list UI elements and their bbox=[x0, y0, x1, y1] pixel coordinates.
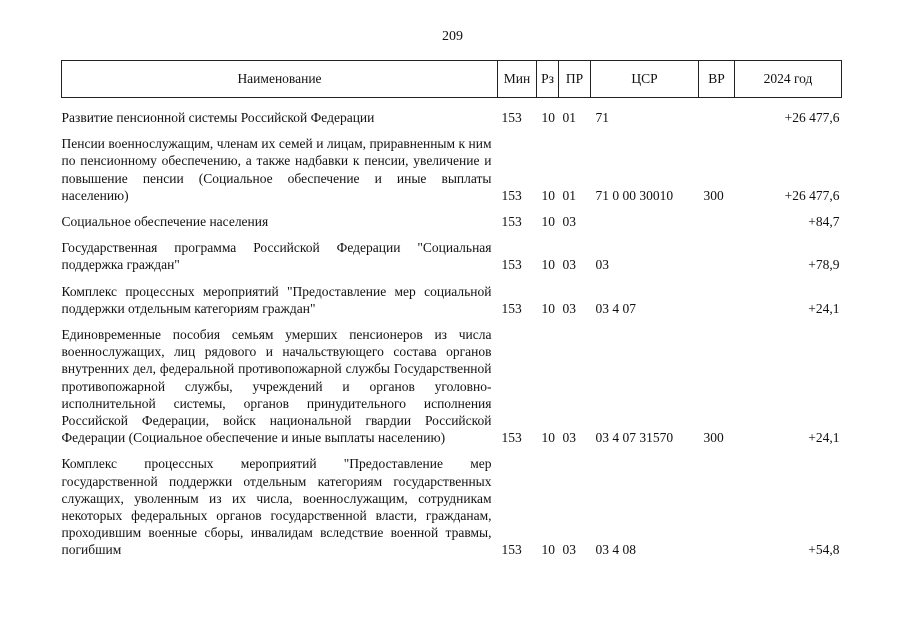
row-amount: +54,8 bbox=[808, 542, 840, 558]
row-amount: +84,7 bbox=[808, 214, 840, 230]
row-vr: 300 bbox=[703, 187, 724, 203]
row-csr bbox=[591, 213, 699, 239]
row-amount: +24,1 bbox=[808, 430, 840, 446]
column-header-min: Мин bbox=[498, 61, 537, 98]
table-row bbox=[62, 455, 842, 558]
column-header-name: Наименование bbox=[62, 61, 498, 98]
table-row bbox=[62, 239, 842, 282]
row-name: Развитие пенсионной системы Российской Федерации bbox=[61, 110, 375, 125]
row-name: Социальное обеспечение населения bbox=[61, 214, 269, 230]
page-number: 209 bbox=[442, 29, 463, 44]
row-amount: +24,1 bbox=[808, 300, 840, 316]
row-name: Пенсии военнослужащим, членам их семей и лицам, приравненным к ним по пенсионному обеспечению, а также надбавки к пенсии, увеличение и повышение пенсии (Социальное обеспечение и иные выплаты населению) bbox=[61, 136, 492, 203]
row-name: Государственная программа Российской Федерации "Социальная поддержка граждан" bbox=[61, 240, 492, 273]
row-vr: 300 bbox=[703, 430, 724, 446]
column-header-rz: Рз bbox=[537, 61, 559, 98]
row-pr: 03 bbox=[562, 430, 576, 446]
table-row bbox=[62, 135, 842, 213]
row-pr: 03 bbox=[562, 542, 576, 558]
table-row bbox=[62, 98, 842, 136]
row-min: 153 bbox=[501, 430, 522, 446]
row-amount: +26 477,6 bbox=[784, 187, 840, 203]
row-vr bbox=[699, 213, 735, 239]
row-rz: 10 bbox=[541, 187, 555, 203]
row-min: 153 bbox=[501, 187, 522, 203]
row-name: Комплекс процессных мероприятий "Предоставление мер социальной поддержки отдельным категориям граждан" bbox=[61, 283, 492, 316]
row-rz: 10 bbox=[541, 257, 555, 273]
row-amount: +26 477,6 bbox=[784, 110, 840, 125]
row-csr: 03 4 07 bbox=[595, 300, 636, 316]
column-header-pr: ПР bbox=[559, 61, 591, 98]
row-pr: 01 bbox=[562, 110, 576, 125]
row-rz: 10 bbox=[541, 430, 555, 446]
row-min: 153 bbox=[501, 257, 522, 273]
row-pr: 03 bbox=[562, 300, 576, 316]
column-header-vr: ВР bbox=[699, 61, 735, 98]
row-pr: 01 bbox=[562, 187, 576, 203]
row-name: Единовременные пособия семьям умерших пенсионеров из числа военнослужащих, лиц рядового и начальствующего состава органов внутренних дел, федеральной противопожарной службы Государственной противопожарной службы, учреждений и органов уголовно-исполнительной системы, органов принудительного исполнения Российской Федерации, войск национальной гвардии Российской Федерации (Социальное обеспечение и иные выплаты населению) bbox=[61, 327, 492, 446]
row-csr: 03 bbox=[595, 257, 609, 273]
row-vr bbox=[699, 98, 735, 136]
row-csr: 03 4 08 bbox=[595, 542, 636, 558]
row-min: 153 bbox=[501, 542, 522, 558]
column-header-csr: ЦСР bbox=[591, 61, 699, 98]
row-vr bbox=[699, 239, 735, 282]
row-min: 153 bbox=[501, 214, 522, 230]
row-rz: 10 bbox=[541, 300, 555, 316]
row-min: 153 bbox=[501, 110, 522, 125]
row-csr: 71 bbox=[595, 110, 609, 125]
row-rz: 10 bbox=[541, 214, 555, 230]
row-rz: 10 bbox=[541, 542, 555, 558]
row-csr: 03 4 07 31570 bbox=[595, 430, 674, 446]
table-header-row bbox=[62, 61, 842, 98]
row-pr: 03 bbox=[562, 214, 576, 230]
column-header-year: 2024 год bbox=[735, 61, 842, 98]
row-min: 153 bbox=[501, 300, 522, 316]
row-vr bbox=[699, 283, 735, 326]
row-vr bbox=[699, 455, 735, 558]
row-rz: 10 bbox=[541, 110, 555, 125]
budget-table bbox=[61, 60, 842, 559]
row-csr: 71 0 00 30010 bbox=[595, 187, 674, 203]
table-row bbox=[62, 326, 842, 455]
row-pr: 03 bbox=[562, 257, 576, 273]
row-name: Комплекс процессных мероприятий "Предоставление мер государственной поддержки отдельным категориям государственных служащих, уволенным из их числа, военнослужащим, сотрудникам некоторых федеральных органов государственной власти, гражданам, проходившим военные сборы, инвалидам вследствие военной травмы, погибшим bbox=[61, 456, 492, 558]
row-amount: +78,9 bbox=[808, 257, 840, 273]
table-row bbox=[62, 213, 842, 239]
table-row bbox=[62, 283, 842, 326]
